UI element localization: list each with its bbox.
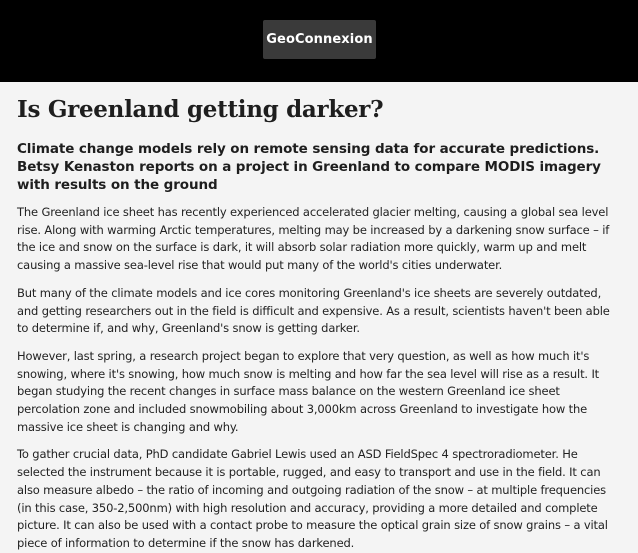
article-paragraph: To gather crucial data, PhD candidate Gabriel Lewis used an ASD FieldSpec 4 spectroradiometer. He selected the instrument because it is portable, rugged, and easy to transport and use in the field. It can also measure albedo – the ratio of incoming and outgoing radiation of the snow – at multiple frequencies (in this case, 350-2,500nm) with high resolution and accuracy, providing a more detailed and complete picture. It can also be used with a contact probe to measure the optical grain size of snow grains – a vital piece of information to determine if the snow has darkened. xyxy=(17,447,608,550)
article-paragraph: But many of the climate models and ice cores monitoring Greenland's ice sheets are severely outdated, and getting researchers out in the field is difficult and expensive. As a result, scientists haven't been able to determine if, and why, Greenland's snow is getting darker. xyxy=(17,285,610,336)
article-standfirst: Climate change models rely on remote sensing data for accurate predictions. Betsy Kenaston reports on a project in Greenland to compare MODIS imagery with results on the ground xyxy=(17,141,601,193)
article-paragraph: The Greenland ice sheet has recently experienced accelerated glacier melting, causing a global sea level rise. Along with warming Arctic temperatures, melting may be increased by a darkening snow surface – if the ice and snow on the surface is dark, it will absorb solar radiation more quickly, warm up and melt causing a massive sea-level rise that would put many of the world's cities underwater. xyxy=(17,205,610,273)
article xyxy=(0,82,638,550)
site-header xyxy=(0,0,638,82)
site-logo[interactable]: GeoConnexion xyxy=(263,20,376,59)
article-headline: Is Greenland getting darker? xyxy=(17,96,384,123)
article-paragraph: However, last spring, a research project began to explore that very question, as well as how much it's snowing, where it's snowing, how much snow is melting and how far the sea level will rise as a result. It began studying the recent changes in surface mass balance on the western Greenland ice sheet percolation zone and included snowmobiling about 3,000km across Greenland to investigate how the massive ice sheet is changing and why. xyxy=(17,348,600,434)
